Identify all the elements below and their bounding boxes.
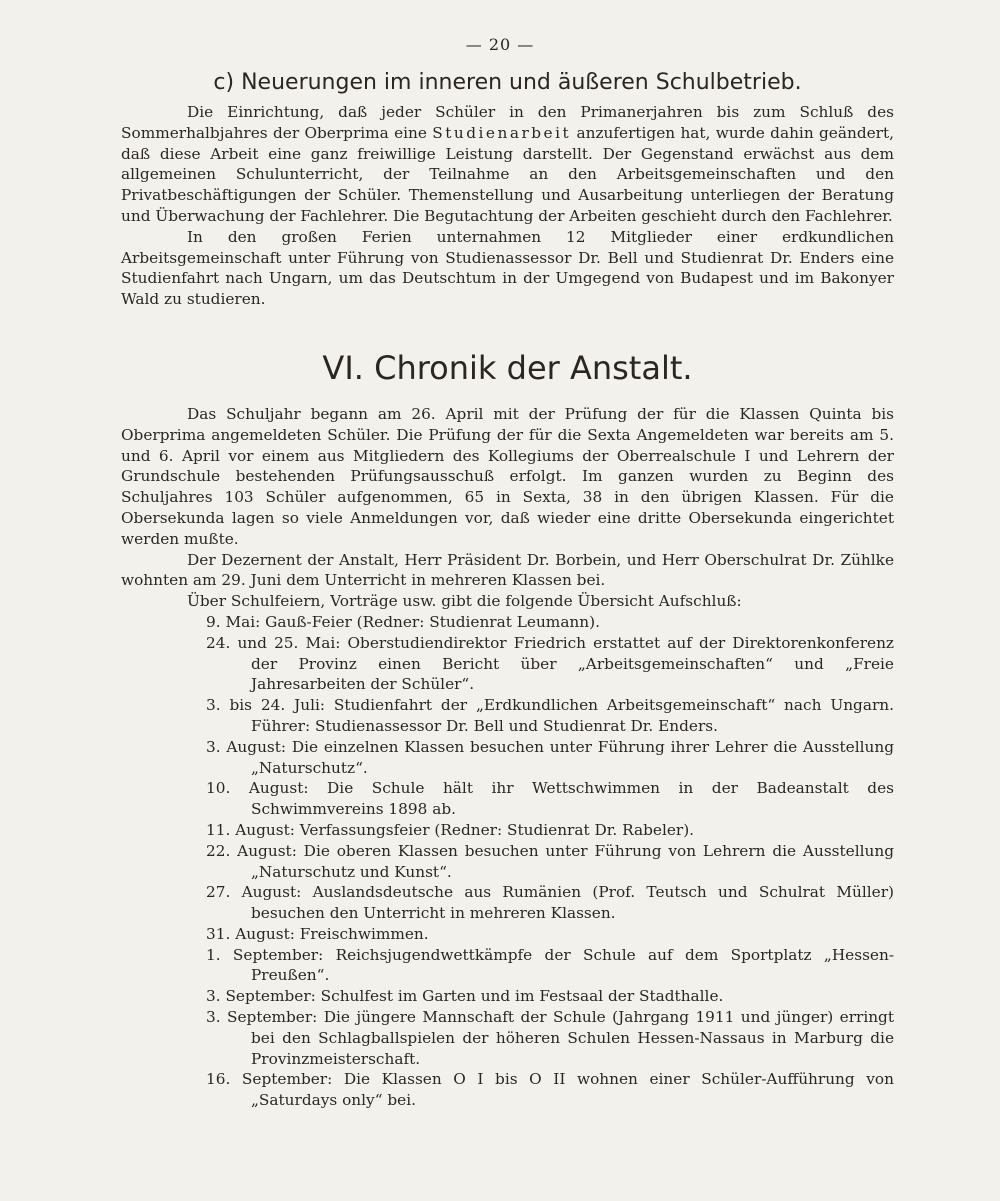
chronicle-entry: 27. August: Auslandsdeutsche aus Rumänien (Prof. Teutsch und Schulrat Müller) besuchen den Unterricht in mehreren Klassen.	[206, 883, 894, 923]
chronicle-entry: 31. August: Freischwimmen.	[206, 924, 429, 943]
chronicle-entry: 10. August: Die Schule hält ihr Wettschwimmen in der Badeanstalt des Schwimmvereins 1898 ab.	[206, 779, 894, 819]
paragraph: In den großen Ferien unternahmen 12 Mitglieder einer erdkundlichen Arbeitsgemeinschaft unter Führung von Studienassessor Dr. Bell und Studienrat Dr. Enders eine Studienfahrt nach Ungarn, um das Deutschtum in der Umgegend von Budapest und im Bakonyer Wald zu studieren.	[121, 227, 894, 309]
paragraph: Über Schulfeiern, Vorträge usw. gibt die folgende Übersicht Aufschluß:	[187, 592, 742, 611]
chronicle-entry: 3. August: Die einzelnen Klassen besuchen unter Führung ihrer Lehrer die Ausstellung „Naturschutz“.	[206, 737, 894, 777]
paragraph: Der Dezernent der Anstalt, Herr Präsident Dr. Borbein, und Herr Oberschulrat Dr. Zühlke wohnten am 29. Juni dem Unterricht in mehreren Klassen bei.	[121, 550, 894, 590]
paragraph-text: anzufertigen hat, wurde dahin geändert, daß diese Arbeit eine ganz freiwillige Leistung darstellt. Der Gegenstand erwächst aus dem allgemeinen Schulunterricht, der Teilnahme an den Arbeitsgemeinschaften und den Privatbeschäftigungen der Schüler. Themenstellung und Ausarbeitung unterliegen der Beratung und Überwachung der Fachlehrer. Die Begutachtung der Arbeiten geschieht durch den Fachlehrer.	[121, 123, 894, 225]
emphasized-term: Studienarbeit	[432, 123, 572, 142]
chronicle-entry: 3. bis 24. Juli: Studienfahrt der „Erdkundlichen Arbeitsgemeinschaft“ nach Ungarn. Führer: Studienassessor Dr. Bell und Studienrat Dr. Enders.	[206, 696, 894, 735]
chronicle-list	[121, 612, 894, 1111]
paragraph: Das Schuljahr begann am 26. April mit der Prüfung der für die Klassen Quinta bis Oberprima angemeldeten Schüler. Die Prüfung der für die Sexta Angemeldeten war bereits am 5. und 6. April vor einem aus Mitgliedern des Kollegiums der Oberrealschule I und Lehrern der Grundschule bestehenden Prüfungsausschuß erfolgt. Im ganzen wurden zu Beginn des Schuljahres 103 Schüler aufgenommen, 65 in Sexta, 38 in den übrigen Klassen. Für die Obersekunda lagen so viele Anmeldungen vor, daß wieder eine dritte Obersekunda eingerichtet werden mußte.	[121, 404, 894, 548]
chronicle-entry: 16. September: Die Klassen O I bis O II wohnen einer Schüler-Aufführung von „Saturdays only“ bei.	[206, 1070, 894, 1110]
page-number: — 20 —	[465, 35, 535, 54]
chronicle-entry: 3. September: Schulfest im Garten und im Festsaal der Stadthalle.	[206, 987, 724, 1006]
chronicle-entry: 22. August: Die oberen Klassen besuchen unter Führung von Lehrern die Ausstellung „Naturschutz und Kunst“.	[206, 841, 894, 881]
chronicle-entry: 11. August: Verfassungsfeier (Redner: Studienrat Dr. Rabeler).	[206, 820, 695, 839]
page-content	[121, 68, 894, 1111]
chronicle-entry: 9. Mai: Gauß-Feier (Redner: Studienrat Leumann).	[206, 612, 600, 631]
chronicle-entry: 1. September: Reichsjugendwettkämpfe der Schule auf dem Sportplatz „Hessen-Preußen“.	[206, 945, 894, 985]
paragraph	[121, 102, 894, 227]
chronicle-entry: 24. und 25. Mai: Oberstudiendirektor Friedrich erstattet auf der Direktorenkonferenz der Provinz einen Bericht über „Arbeitsgemeinschaften“ und „Freie Jahresarbeiten der Schüler“.	[206, 633, 894, 694]
paragraph-text: Die Einrichtung, daß jeder Schüler in den Primanerjahren bis zum Schluß des Sommerhalbjahres der Oberprima eine	[121, 103, 894, 142]
chapter-heading: VI. Chronik der Anstalt.	[322, 348, 693, 387]
chronicle-entry: 3. September: Die jüngere Mannschaft der Schule (Jahrgang 1911 und jünger) erringt bei den Schlagballspielen der höheren Schulen Hessen-Nassaus in Marburg die Provinzmeisterschaft.	[206, 1008, 894, 1068]
section-heading: c) Neuerungen im inneren und äußeren Schulbetrieb.	[213, 70, 802, 95]
